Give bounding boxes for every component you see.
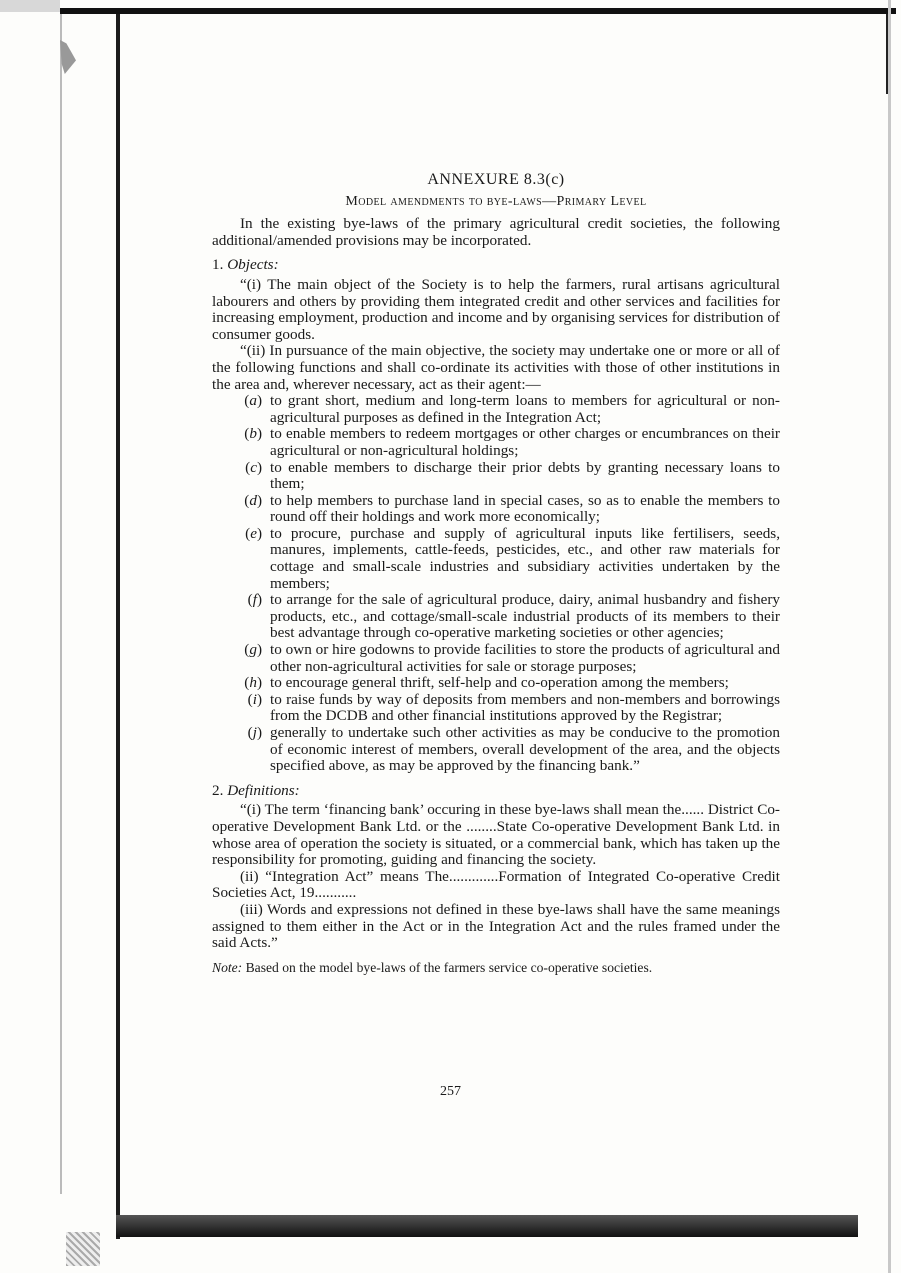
intro-paragraph: In the existing bye-laws of the primary agricultural credit societies, the following additional/amended provisions may be incorporated. bbox=[212, 215, 780, 249]
section-title: Definitions: bbox=[227, 781, 300, 799]
item-label: (g) bbox=[244, 641, 262, 659]
annexure-subtitle bbox=[212, 193, 780, 211]
list-item bbox=[212, 493, 780, 526]
objects-paragraph-2: “(ii) In pursuance of the main objective, the society may undertake one or more or all of the following functions and shall co-ordinate its activities with those of other institutions in the area and, wherever necessary, act as their agent:— bbox=[212, 342, 780, 393]
scan-border-left-margin bbox=[60, 14, 62, 1194]
list-item bbox=[212, 592, 780, 642]
scan-smudge-top bbox=[60, 40, 76, 74]
item-label: (e) bbox=[245, 524, 262, 542]
list-item bbox=[212, 692, 780, 725]
item-text: to raise funds by way of deposits from members and non-members and borrowings from the DCDB and other financial institutions approved by the Registrar; bbox=[270, 690, 780, 725]
subtitle-text: Model amendments to bye-laws—Primary Level bbox=[345, 193, 647, 209]
scan-border-right bbox=[888, 0, 891, 1273]
item-text: to encourage general thrift, self-help and co-operation among the members; bbox=[270, 674, 729, 692]
list-item bbox=[212, 393, 780, 426]
item-label: (b) bbox=[244, 425, 262, 443]
item-label: (j) bbox=[247, 724, 262, 741]
item-label: (f) bbox=[247, 591, 262, 609]
list-item bbox=[212, 725, 780, 775]
scan-border-bottom bbox=[116, 1215, 858, 1237]
note-label: Note: bbox=[212, 959, 243, 975]
item-label: (c) bbox=[245, 458, 262, 476]
section-number: 2. bbox=[212, 781, 224, 799]
annexure-title: ANNEXURE 8.3(c) bbox=[427, 171, 565, 188]
section-number: 1. bbox=[212, 256, 224, 274]
footnote bbox=[212, 960, 780, 977]
item-text: to help members to purchase land in special cases, so as to enable the members to round off their holdings and work more economically; bbox=[270, 491, 780, 526]
list-item bbox=[212, 460, 780, 493]
scan-border-left bbox=[116, 14, 120, 1239]
item-label: (d) bbox=[244, 491, 262, 509]
definitions-paragraph-1: “(i) The term ‘financing bank’ occuring in these bye-laws shall mean the...... District Co-operative Development Bank Ltd. or the ........State Co-operative Development Bank Ltd. in whose area of operation the society is situated, or a commercial bank, which has taken up the responsibility for promoting, guiding and financing the society. bbox=[212, 801, 780, 869]
list-item bbox=[212, 675, 780, 692]
scan-border-top bbox=[60, 8, 896, 14]
item-label: (a) bbox=[244, 392, 262, 410]
item-text: to grant short, medium and long-term loans to members for agricultural or non-agricultural purposes as defined in the Integration Act; bbox=[270, 392, 780, 426]
note-text: Based on the model bye-laws of the farmers service co-operative societies. bbox=[245, 959, 653, 975]
definitions-paragraph-2: (ii) “Integration Act” means The.............Formation of Integrated Co-operative Credit Societies Act, 19........... bbox=[212, 867, 780, 902]
definitions-paragraph-3: (iii) Words and expressions not defined in these bye-laws shall have the same meanings assigned to them either in the Act or in the Integration Act and the rules framed under the said Acts.” bbox=[212, 900, 780, 952]
scan-smudge-bottom bbox=[66, 1232, 100, 1266]
list-item bbox=[212, 426, 780, 459]
item-text: generally to undertake such other activities as may be conducive to the promotion of economic interest of members, overall development of the area, and the objects specified above, as may be approved by the financing bank.” bbox=[270, 724, 780, 775]
item-text: to own or hire godowns to provide facilities to store the products of agricultural and other non-agricultural activities for sale or storage purposes; bbox=[270, 641, 780, 675]
item-text: to procure, purchase and supply of agricultural inputs like fertilisers, seeds, manures, implements, cattle-feeds, pesticides, etc., and other raw materials for cottage and small-scale industries and subsidiary activities undertaken by the members; bbox=[270, 524, 780, 592]
list-item bbox=[212, 642, 780, 675]
item-text: to arrange for the sale of agricultural produce, dairy, animal husbandry and fishery products, etc., and cottage/small-scale industrial products of its members to their best advantage through co-operative marketing societies or other agencies; bbox=[270, 591, 780, 642]
scan-border-top-left bbox=[0, 0, 60, 12]
section-definitions-heading bbox=[212, 783, 780, 800]
item-text: to enable members to redeem mortgages or other charges or encumbrances on their agricultural or non-agricultural holdings; bbox=[270, 425, 780, 459]
objects-list bbox=[212, 393, 780, 775]
list-item bbox=[212, 526, 780, 592]
objects-paragraph-1: “(i) The main object of the Society is to help the farmers, rural artisans agricultural labourers and others by providing them integrated credit and other services and facilities for increasing employment, production and income and by organising services for distribution of consumer goods. bbox=[212, 275, 780, 343]
item-label: (i) bbox=[247, 690, 262, 708]
item-text: to enable members to discharge their prior debts by granting necessary loans to them; bbox=[270, 458, 780, 493]
page-number: 257 bbox=[440, 1084, 461, 1099]
section-title: Objects: bbox=[227, 256, 279, 274]
section-objects-heading bbox=[212, 257, 780, 274]
document-page bbox=[212, 172, 780, 976]
item-label: (h) bbox=[244, 674, 262, 692]
